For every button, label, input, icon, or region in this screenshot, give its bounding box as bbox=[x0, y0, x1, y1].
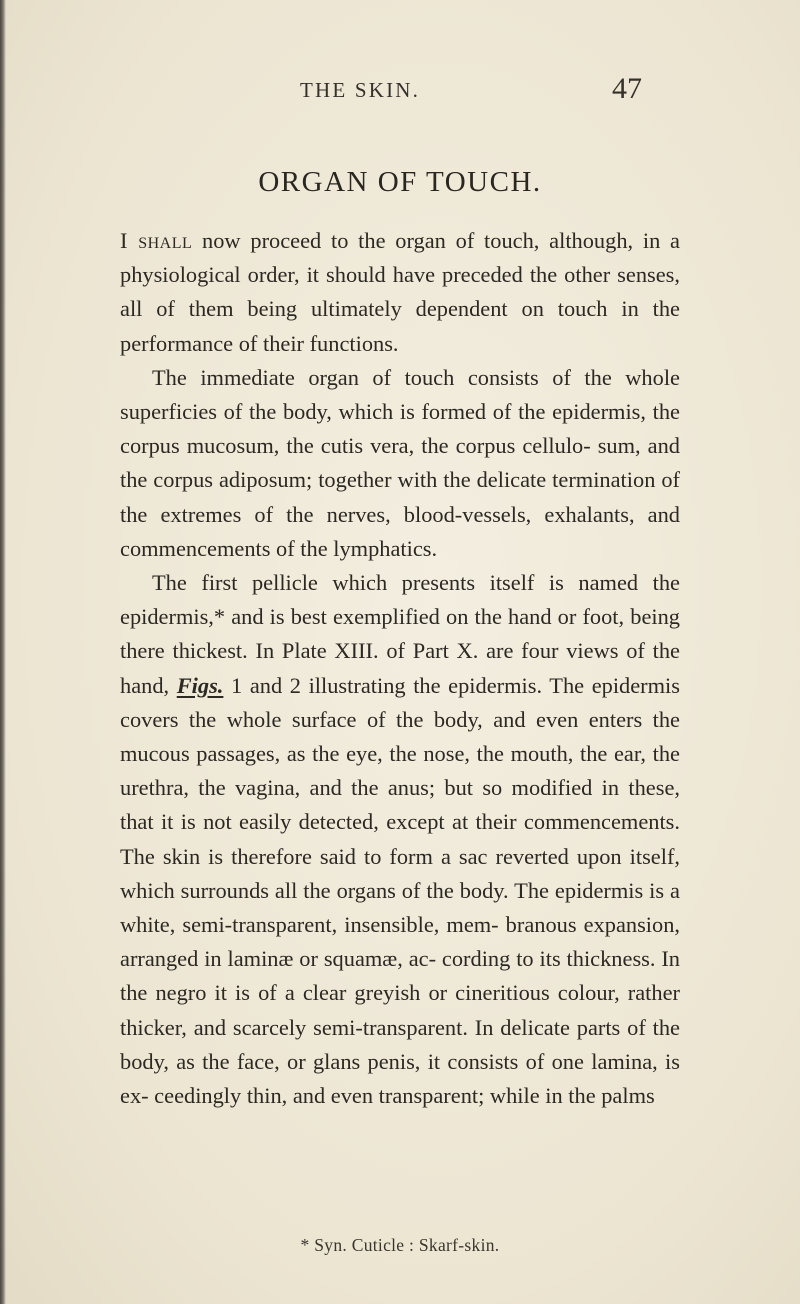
paragraph-3 bbox=[120, 566, 680, 1113]
page-number: 47 bbox=[612, 72, 642, 105]
body-text bbox=[120, 224, 680, 1113]
section-title: ORGAN OF TOUCH. bbox=[258, 166, 542, 198]
running-head: THE SKIN. bbox=[300, 78, 421, 102]
figs-reference: Figs. bbox=[176, 672, 224, 698]
footnote: * Syn. Cuticle : Skarf-skin. bbox=[300, 1235, 500, 1255]
paragraph-1 bbox=[120, 224, 680, 361]
paragraph-3-text-b: 1 and 2 illustrating the epidermis. The epidermis covers the whole surface of the body, and even enters the mucous passages, as the eye, the nose, the mouth, the ear, the urethra, the vagina, and the anus; but so modified in these, that it is not easily detected, except at their commencements. The skin is therefore said to form a sac reverted upon itself, which surrounds all the organs of the body. The epidermis is a white, semi-transparent, insensible, mem- branous expansion, arranged in laminæ or squamæ, ac- cording to its thickness. In the negro it is of a clear greyish or cineritious colour, rather thicker, and scarcely semi-transparent. In delicate parts of the body, as the face, or glans penis, it consists of one lamina, is ex- ceedingly thin, and even transparent; while in the palms bbox=[120, 672, 680, 1109]
paragraph-2 bbox=[120, 361, 680, 566]
paragraph-2-text: The immediate organ of touch consists of the whole superficies of the body, which is formed of the epidermis, the corpus mucosum, the cutis vera, the corpus cellulo- sum, and the corpus adiposum; together with the delicate termination of the extremes of the nerves, blood-vessels, exhalants, and commencements of the lymphatics. bbox=[120, 364, 680, 561]
page-header bbox=[120, 72, 680, 112]
paragraph-lead: I shall bbox=[120, 228, 193, 253]
paragraph-3-text-a: The first pellicle which presents itself is named the epidermis,* and is best exemplified on the hand or foot, being there thickest. In Plate XIII. of Part X. are four views of the hand, bbox=[120, 570, 680, 698]
paragraph-1-text: now proceed to the organ of touch, although, in a physiological order, it should have preceded the other senses, all of them being ultimately dependent on touch in the performance of their functions. bbox=[120, 228, 680, 356]
